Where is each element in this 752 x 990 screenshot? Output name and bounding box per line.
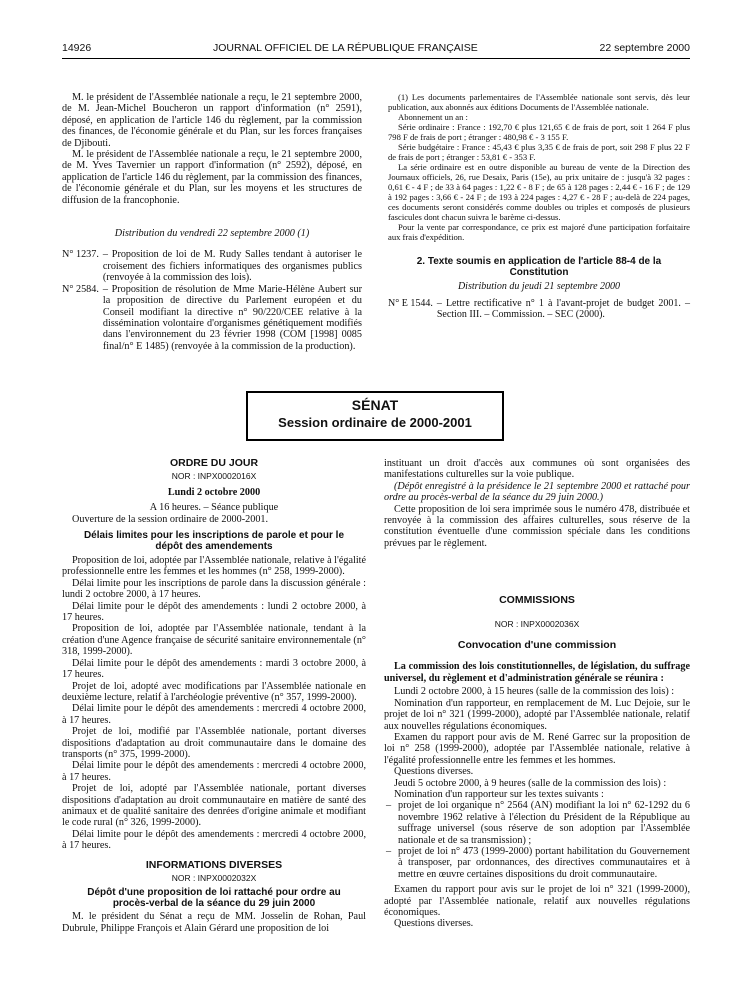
- examen-rapport-avis: Examen du rapport pour avis sur le projet de loi n° 321 (1999-2000), adopté par l'Assemblée nationale, relatif aux nouvelles régulations économiques.: [384, 884, 690, 918]
- nomination-rapporteur: Nomination d'un rapporteur, en remplacement de M. Luc Dejoie, sur le projet de loi n° 321 (1999-2000), adopté par l'Assemblée nationale, relatif aux nouvelles régulations économiques.: [384, 697, 690, 732]
- page-number: 14926: [62, 42, 92, 54]
- rapport-boucheron: M. le président de l'Assemblée nationale a reçu, le 21 septembre 2000, de M. Jean-Michel Boucheron un rapport d'information (n° 2591), déposé, en application de l'article 146 du règlement, par la commission des finances, de l'économie générale et du Plan, sur les forces françaises de Djibouti.: [62, 92, 362, 149]
- rapport-tavernier: M. le président de l'Assemblée nationale a reçu, le 21 septembre 2000, de M. Yves Tavernier un rapport d'information (n° 2592), déposé, en application de l'article 146 du règlement, par la commission des finances, de l'économie générale et du Plan, sur les moyens et les structures de diffusion de la francophonie.: [62, 149, 362, 206]
- ordre-item: Proposition de loi, adoptée par l'Assemblée nationale, relative à l'égalité professionnelle entre les femmes et les hommes (n° 258, 1999-2000).: [62, 555, 366, 578]
- depot-note: (Dépôt enregistré à la présidence le 21 septembre 2000 et rattaché pour ordre au procès-verbal de la séance du 29 juin 2000.): [384, 480, 690, 504]
- delai-item: Délai limite pour le dépôt des amendements : mercredi 4 octobre 2000, à 17 heures.: [62, 760, 366, 783]
- seance-publique: A 16 heures. – Séance publique: [149, 502, 279, 514]
- lundi-seance: Lundi 2 octobre 2000, à 15 heures (salle de la commission des lois) :: [394, 686, 675, 698]
- ordre-item: Projet de loi, adopté par l'Assemblée nationale, portant diverses dispositions d'adaptation au droit communautaire en matière de santé des animaux et de qualité sanitaire des denrées d'origine animale et modifiant le code rural (n° 326, 1999-2000).: [62, 783, 366, 829]
- header-rule: [62, 58, 690, 59]
- running-header: [62, 42, 690, 58]
- delai-item: Délai limite pour le dépôt des amendements : mercredi 4 octobre 2000, à 17 heures.: [62, 703, 366, 726]
- vente-tarifs: La série ordinaire est en outre disponible au bureau de vente de la Direction des Journaux officiels, 26, rue Desaix, Paris (15e), au prix unitaire de : jusqu'à 32 pages : 0,61 € - 4 F ; de 33 à 64 pages : 1,22 € - 8 F ; de 65 à 128 pages : 2,44 € - 16 F ; de 129 à 192 pages : 3,66 € - 24 F ; de 193 à 224 pages : 4,27 € - 28 F ; au-delà de 224 pages, ces documents seront considérés comme doubles ou triples et composés de plusieurs fascicules dont chacun suivra le barème ci-dessus.: [388, 162, 690, 222]
- delai-item: Délai limite pour le dépôt des amendements : mercredi 4 octobre 2000, à 17 heures.: [62, 828, 366, 852]
- entry-number: N° 1237.: [62, 249, 99, 261]
- delai-item: Délai limite pour le dépôt des amendements : mardi 3 octobre 2000, à 17 heures.: [62, 657, 366, 681]
- nor-code: NOR : INPX0002036X: [494, 618, 580, 629]
- list-item: – projet de loi n° 473 (1999-2000) portant habilitation du Gouvernement à transposer, par ordonnances, des directives communautaires et à mettre en œuvre certaines dispositions du droit communautaire.: [386, 845, 690, 880]
- ordre-item: Projet de loi, adopté avec modifications par l'Assemblée nationale en deuxième lecture, relatif à l'archéologie préventive (n° 357, 1999-2000).: [62, 680, 366, 703]
- commissions-title: COMMISSIONS: [499, 594, 575, 607]
- ordre-item: Projet de loi, modifié par l'Assemblée nationale, portant diverses dispositions d'adaptation au droit communautaire dans le domaine des transports (n° 375, 1999-2000).: [62, 726, 366, 760]
- distribution-heading: Distribution du vendredi 22 septembre 2000 (1): [114, 228, 310, 240]
- delai-item: Délai limite pour les inscriptions de parole dans la discussion générale : lundi 2 octobre 2000, à 17 heures.: [62, 577, 366, 601]
- date-heading: Lundi 2 octobre 2000: [167, 486, 261, 498]
- depot-text: M. le président du Sénat a reçu de MM. Josselin de Rohan, Paul Dubrule, Philippe François et Alain Gérard une proposition de loi: [62, 911, 366, 934]
- entry-1237: [62, 249, 362, 283]
- examen-rapport: Examen du rapport pour avis de M. René Garrec sur la proposition de loi n° 258 (1999-2000), adoptée par l'Assemblée nationale, relative à l'égalité professionnelle entre les femmes et les hommes.: [384, 731, 690, 766]
- impression-text: Cette proposition de loi sera imprimée sous le numéro 478, distribuée et renvoyée à la commission des affaires culturelles, sous réserve de la constitution éventuelle d'une commission spéciale dans les conditions prévues par le règlement.: [384, 503, 690, 549]
- section-88-4-title: 2. Texte soumis en application de l'article 88-4 de la Constitution: [416, 256, 662, 278]
- nomination-textes: Nomination d'un rapporteur sur les textes suivants :: [394, 788, 604, 800]
- session-title: Session ordinaire de 2000-2001: [278, 415, 472, 430]
- depot-continuation: instituant un droit d'accès aux communes où sont organisées des manifestations culturelles sur la voie publique.: [384, 458, 690, 481]
- commission-name: La commission des lois constitutionnelles, de législation, du suffrage universel, du règlement et d'administration générale se réunira :: [384, 661, 690, 684]
- list-item: – projet de loi organique n° 2564 (AN) modifiant la loi n° 62-1292 du 6 novembre 1962 relative à l'élection du Président de la République au suffrage universel (sous réserve de son adoption par l'Assemblée nationale et de sa transmission) ;: [386, 800, 690, 846]
- entry-number: N° 2584.: [62, 283, 99, 295]
- distribution-jeudi: Distribution du jeudi 21 septembre 2000: [457, 281, 621, 292]
- questions-diverses: Questions diverses.: [394, 766, 474, 778]
- questions-diverses: Questions diverses.: [394, 918, 474, 930]
- textes-list: [384, 800, 690, 880]
- entry-2584: [62, 284, 362, 352]
- serie-ordinaire: Série ordinaire : France : 192,70 € plus 121,65 € de frais de port, soit 1 264 F plus 798 F de frais de port ; étranger : 480,98 € - 3 155 F.: [388, 122, 690, 142]
- entry-text: – Lettre rectificative n° 1 à l'avant-projet de budget 2001. – Section III. – Commission. – SEC (2000).: [436, 298, 690, 321]
- entry-text: – Proposition de résolution de Mme Marie-Hélène Aubert sur la proposition de directive du Parlement européen et du Conseil modifiant la directive n° 90/220/CEE relative à la dissémination volontaire d'organismes génétiquement modifiés dans l'environnement du 23 février 1998 (COM [1998] 0085 final/n° E 1485) (renvoyée à la commission de la production).: [102, 283, 362, 352]
- bottom-right-column: [384, 458, 690, 930]
- ordre-item: Proposition de loi, adoptée par l'Assemblée nationale, tendant à la création d'une Agence française de sécurité sanitaire environnementale (n° 318, 1999-2000).: [62, 623, 366, 658]
- issue-date: 22 septembre 2000: [599, 42, 690, 54]
- bottom-left-column: [62, 458, 366, 934]
- ordre-du-jour-title: ORDRE DU JOUR: [169, 457, 259, 469]
- depot-title: Dépôt d'une proposition de loi rattaché pour ordre au procès-verbal de la séance du 29 juin 2000: [87, 887, 341, 910]
- senat-banner: [246, 391, 504, 441]
- footnote-documents: (1) Les documents parlementaires de l'Assemblée nationale sont servis, dès leur publication, aux abonnés aux éditions Documents de l'Assemblée nationale.: [388, 92, 690, 112]
- serie-budgetaire: Série budgétaire : France : 45,43 € plus 3,35 € de frais de port, soit 298 F plus 22 F de frais de port ; étranger : 53,81 € - 353 F.: [388, 142, 690, 162]
- ouverture-session: Ouverture de la session ordinaire de 2000-2001.: [72, 513, 269, 525]
- informations-diverses-title: INFORMATIONS DIVERSES: [145, 858, 283, 871]
- nor-code: NOR : INPX0002016X: [171, 471, 257, 482]
- journal-title: JOURNAL OFFICIEL DE LA RÉPUBLIQUE FRANÇAISE: [213, 42, 478, 54]
- top-left-column: [62, 92, 362, 352]
- delais-title: Délais limites pour les inscriptions de parole et pour le dépôt des amendements: [83, 530, 345, 553]
- delai-item: Délai limite pour le dépôt des amendements : lundi 2 octobre 2000, à 17 heures.: [62, 600, 366, 624]
- entry-number: N° E 1544.: [388, 298, 433, 309]
- convocation-title: Convocation d'une commission: [457, 639, 617, 652]
- entry-e1544: [388, 298, 690, 321]
- entry-text: – Proposition de loi de M. Rudy Salles tendant à autoriser le croisement des fichiers informatiques des organismes publics (renvoyée à la commission des lois).: [102, 249, 362, 284]
- nor-code: NOR : INPX0002032X: [171, 873, 257, 883]
- top-right-column: [388, 92, 690, 321]
- senat-title: SÉNAT: [351, 397, 399, 413]
- jeudi-seance: Jeudi 5 octobre 2000, à 9 heures (salle de la commission des lois) :: [394, 777, 667, 789]
- abonnement-label: Abonnement un an :: [398, 112, 468, 122]
- vente-correspondance: Pour la vente par correspondance, ce prix est majoré d'une participation forfaitaire aux frais d'expédition.: [388, 222, 690, 242]
